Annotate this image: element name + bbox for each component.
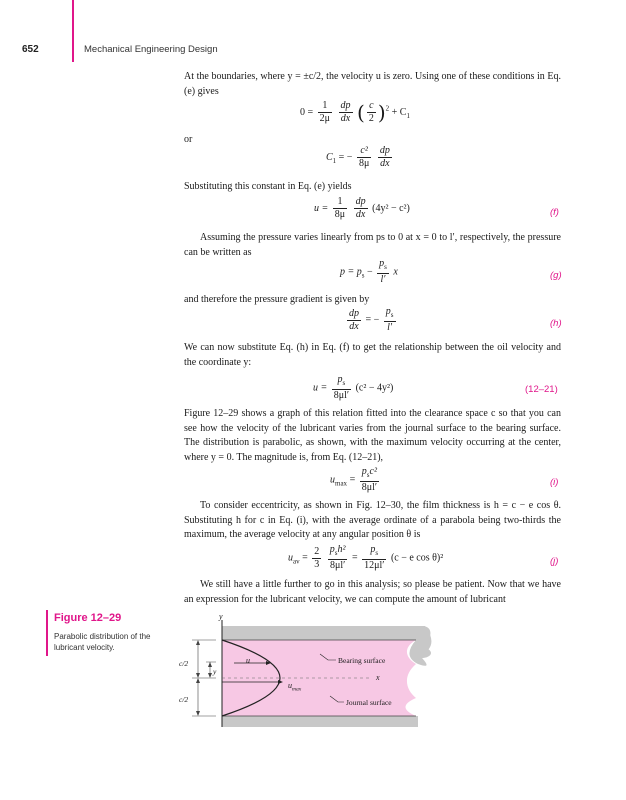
paragraph-figure-description: Figure 12–29 shows a graph of this relation fitted into the clearance space c so that you can see how the velocity of the lubricant varies from the journal surface to the bearing surface. The distribution is parabolic, as shown, with the maximum velocity occurring at the center, where y = 0. The magnitude is, from Eq. (12–21), xyxy=(184,408,561,463)
eqj-frac-two-thirds: $\frac{2}{3}$ xyxy=(314,545,320,570)
figure-label-c-half-top: c/2 xyxy=(179,659,189,668)
paragraph-or: or xyxy=(184,134,193,145)
dim-arrow-3 xyxy=(196,678,200,683)
eq1221-frac: $\frac{p_s}{8\mu l'}$ xyxy=(333,374,350,401)
eq2-frac-derivative: $\frac{dp}{dx}$ xyxy=(379,145,390,169)
eq1-lhs: 0 = xyxy=(300,106,314,118)
equation-i: $u_{max}$ = $\frac{p_sc^2}{8\mu l'}$ xyxy=(330,466,378,493)
eq1-frac-c-half: $\frac{c}{2}$ xyxy=(368,100,374,124)
paragraph-pressure-linear: Assuming the pressure varies linearly from ps to 0 at x = 0 to l′, respectively, the pressure can be written as xyxy=(184,232,561,258)
equation-f: u = $\frac{1}{8\mu}$ $\frac{dp}{dx}$ (4y² − c²) xyxy=(314,196,410,220)
paragraph-next-step: We still have a little further to go in this analysis; so please be patient. Now that we have an expression for the lubricant velocity, we can compute the amount of lubricant xyxy=(184,579,561,605)
eq1-frac-coef: $\frac{1}{2\mu}$ xyxy=(319,100,331,124)
journal-surface-band xyxy=(222,716,418,727)
eqj-frac-ps-12: $\frac{p_s}{12\mu l'}$ xyxy=(364,544,385,571)
dim-arrow-1 xyxy=(196,640,200,645)
page-number: 652 xyxy=(22,44,39,55)
figure-label-c-half-bottom: c/2 xyxy=(179,695,189,704)
equation-label-g: (g) xyxy=(550,270,562,281)
equation-label-i: (i) xyxy=(550,477,559,488)
eqh-frac-derivative: $\frac{dp}{dx}$ xyxy=(349,307,359,332)
equation-boundary: 0 = $\frac{1}{2\mu}$ $\frac{dp}{dx}$ ( $\frac{c}{2}$ )$^2 + C_1$ xyxy=(300,100,410,125)
eq2-frac-coef: $\frac{\text{c²}}{8\mu}$ xyxy=(358,145,370,169)
equation-label-h: (h) xyxy=(550,318,562,329)
figure-label-journal-surface: Journal surface xyxy=(346,698,392,707)
eq1-frac-derivative: $\frac{dp}{dx}$ xyxy=(340,100,351,124)
eqg-frac: $\frac{p_s}{l'}$ xyxy=(379,258,387,285)
eqi-frac: $\frac{p_sc^2}{8\mu l'}$ xyxy=(361,466,378,493)
figure-label-umax: $u_{max}$ xyxy=(288,681,302,693)
equation-12-21: u = $\frac{p_s}{8\mu l'}$ (c² − 4y²) xyxy=(313,374,394,401)
eqf-frac-derivative: $\frac{dp}{dx}$ xyxy=(355,196,366,220)
equation-g: $p = p_s$ − $\frac{p_s}{l'}$ x xyxy=(340,258,398,285)
running-title: Mechanical Engineering Design xyxy=(84,44,218,55)
dim-arrow-6 xyxy=(208,673,212,678)
eqf-frac-coef: $\frac{1}{8\mu}$ xyxy=(334,196,346,220)
dim-arrow-2 xyxy=(196,673,200,678)
equation-label-12-21: (12–21) xyxy=(525,384,558,395)
figure-label-u: u xyxy=(246,656,250,665)
equation-c1: $C_1$ = − $\frac{\text{c²}}{8\mu}$ $\frac{dp}{dx}$ xyxy=(326,145,390,169)
figure-label-y-axis: y xyxy=(219,612,223,621)
equation-h: $\frac{dp}{dx}$ = − $\frac{p_s}{l'}$ xyxy=(349,306,394,333)
figure-number: Figure 12–29 xyxy=(54,612,122,624)
eq1-constant: + $C_1$ xyxy=(391,106,410,120)
header-accent-bar xyxy=(72,0,74,62)
paragraph-substitute-h: We can now substitute Eq. (h) in Eq. (f) to get the relationship between the oil velocity and the coordinate y: xyxy=(184,342,561,368)
figure-velocity-diagram xyxy=(170,612,590,727)
dim-arrow-4 xyxy=(196,711,200,716)
figure-caption: Parabolic distribution of the lubricant velocity. xyxy=(54,632,151,652)
dim-arrow-5 xyxy=(208,662,212,667)
eqj-frac-ps-h2: $\frac{p_sh^2}{8\mu l'}$ xyxy=(329,544,346,571)
paragraph-boundary-conditions: At the boundaries, where y = ±c/2, the velocity u is zero. Using one of these conditions in Eq. (e) gives xyxy=(184,71,561,97)
equation-label-f: (f) xyxy=(550,207,559,218)
paragraph-substituting: Substituting this constant in Eq. (e) yields xyxy=(184,181,352,192)
figure-caption-accent-bar xyxy=(46,610,48,656)
figure-label-y-dim: y xyxy=(213,667,217,676)
paragraph-pressure-gradient: and therefore the pressure gradient is given by xyxy=(184,294,370,305)
figure-label-x: x xyxy=(376,673,380,682)
paragraph-eccentricity: To consider eccentricity, as shown in Fig. 12–30, the film thickness is h = c − e cos θ. Substituting h for c in Eq. (i), with the average ordinate of a parabola being two-thirds the maximum, the average velocity at any angular position θ is xyxy=(184,500,561,540)
eqh-frac-ps: $\frac{p_s}{l'}$ xyxy=(385,306,394,333)
bearing-surface-band xyxy=(222,626,422,640)
equation-j: $u_{av}$ = $\frac{2}{3}$ $\frac{p_sh^2}{8\mu l'}$ = $\frac{p_s}{12\mu l'}$ (c − e cos θ)² xyxy=(288,544,444,571)
figure-label-bearing-surface: Bearing surface xyxy=(338,656,386,665)
equation-label-j: (j) xyxy=(550,556,559,567)
